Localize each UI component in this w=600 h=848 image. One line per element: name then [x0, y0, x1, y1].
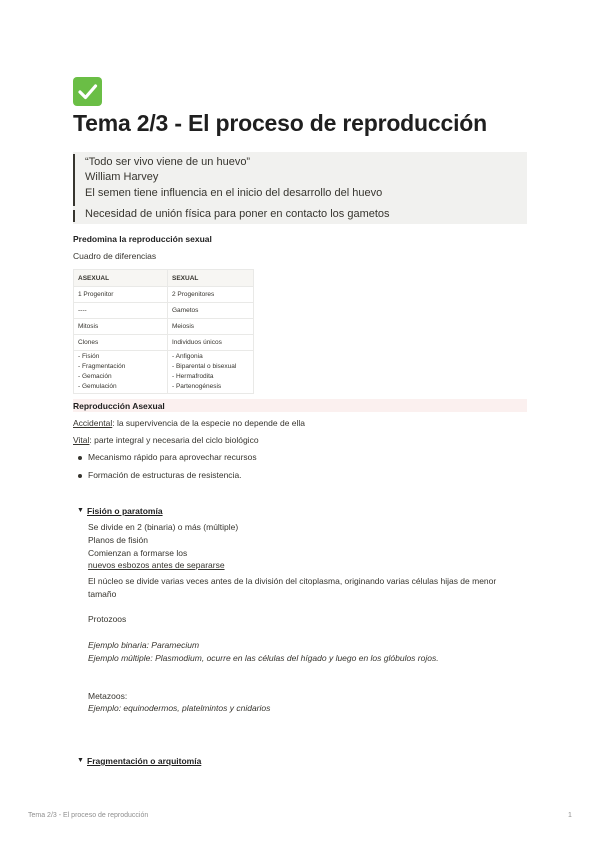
table-cell: 2 Progenitores	[168, 287, 254, 303]
toggle-triangle-icon[interactable]: ▼	[77, 757, 84, 764]
page-title: Tema 2/3 - El proceso de reproducción	[73, 110, 487, 136]
protozoos-label: Protozoos	[88, 614, 127, 624]
footer-title: Tema 2/3 - El proceso de reproducción	[28, 812, 149, 819]
table-row	[74, 303, 254, 319]
list-item: Mecanismo rápido para aprovechar recursos	[88, 452, 257, 462]
differences-table	[73, 269, 254, 394]
toggle-fragmentacion[interactable]: Fragmentación o arquitomía	[87, 756, 202, 766]
quote-bar	[73, 154, 75, 206]
table-header-row	[74, 270, 254, 287]
quote-bar	[73, 210, 75, 222]
table-row	[74, 335, 254, 351]
fision-line: Comienzan a formarse los	[88, 548, 188, 558]
bullet-dot	[78, 456, 82, 460]
quote-line: “Todo ser vivo viene de un huevo”	[85, 156, 251, 168]
table-cell: - Fisión - Fragmentación - Gemación - Gemulación	[74, 351, 168, 394]
example-multiple: Ejemplo múltiple: Plasmodium, ocurre en las células del hígado y luego en los glóbulos rojos.	[88, 653, 439, 663]
table-cell: Meiosis	[168, 319, 254, 335]
fision-line: El núcleo se divide varias veces antes de la división del citoplasma, originando varias células hijas de menor	[88, 576, 497, 586]
table-row	[74, 319, 254, 335]
table-caption: Cuadro de diferencias	[73, 251, 157, 261]
table-header-cell: SEXUAL	[168, 270, 254, 287]
table-cell: Individuos únicos	[168, 335, 254, 351]
check-mark-button-icon	[73, 77, 102, 106]
table-cell: 1 Progenitor	[74, 287, 168, 303]
toggle-fision[interactable]: Fisión o paratomía	[87, 506, 163, 516]
example-metazoos: Ejemplo: equinodermos, platelmintos y cnidarios	[88, 703, 271, 713]
heading-sexual: Predomina la reproducción sexual	[73, 234, 212, 244]
fision-line: nuevos esbozos antes de separarse	[88, 560, 225, 570]
table-row	[74, 287, 254, 303]
table-row	[74, 351, 254, 394]
quote-line: Necesidad de unión física para poner en contacto los gametos	[85, 208, 390, 220]
table-header-cell: ASEXUAL	[74, 270, 168, 287]
page-number: 1	[568, 812, 572, 819]
accidental-term: Accidental	[73, 418, 113, 428]
table-cell: Gametos	[168, 303, 254, 319]
vital-line	[73, 435, 259, 445]
list-item: Formación de estructuras de resistencia.	[88, 470, 242, 480]
metazoos-label: Metazoos:	[88, 691, 128, 701]
bullet-dot	[78, 474, 82, 478]
toggle-triangle-icon[interactable]: ▼	[77, 507, 84, 514]
example-binaria: Ejemplo binaria: Paramecium	[88, 640, 200, 650]
fision-line: Planos de fisión	[88, 535, 149, 545]
table-cell: - Anfigonia - Biparental o bisexual - Hermafrodita - Partenogénesis	[168, 351, 254, 394]
table-cell: Mitosis	[74, 319, 168, 335]
accidental-line	[73, 418, 305, 428]
fision-line: tamaño	[88, 589, 117, 599]
table-cell: ----	[74, 303, 168, 319]
heading-asexual: Reproducción Asexual	[73, 401, 165, 411]
quote-line: El semen tiene influencia en el inicio del desarrollo del huevo	[85, 187, 383, 199]
vital-text: : parte integral y necesaria del ciclo biológico	[89, 435, 259, 445]
vital-term: Vital	[73, 435, 90, 445]
quote-block	[73, 152, 527, 224]
quote-line: William Harvey	[85, 171, 159, 183]
table-cell: Clones	[74, 335, 168, 351]
accidental-text: : la supervivencia de la especie no depende de ella	[112, 418, 306, 428]
fision-line: Se divide en 2 (binaria) o más (múltiple)	[88, 522, 239, 532]
